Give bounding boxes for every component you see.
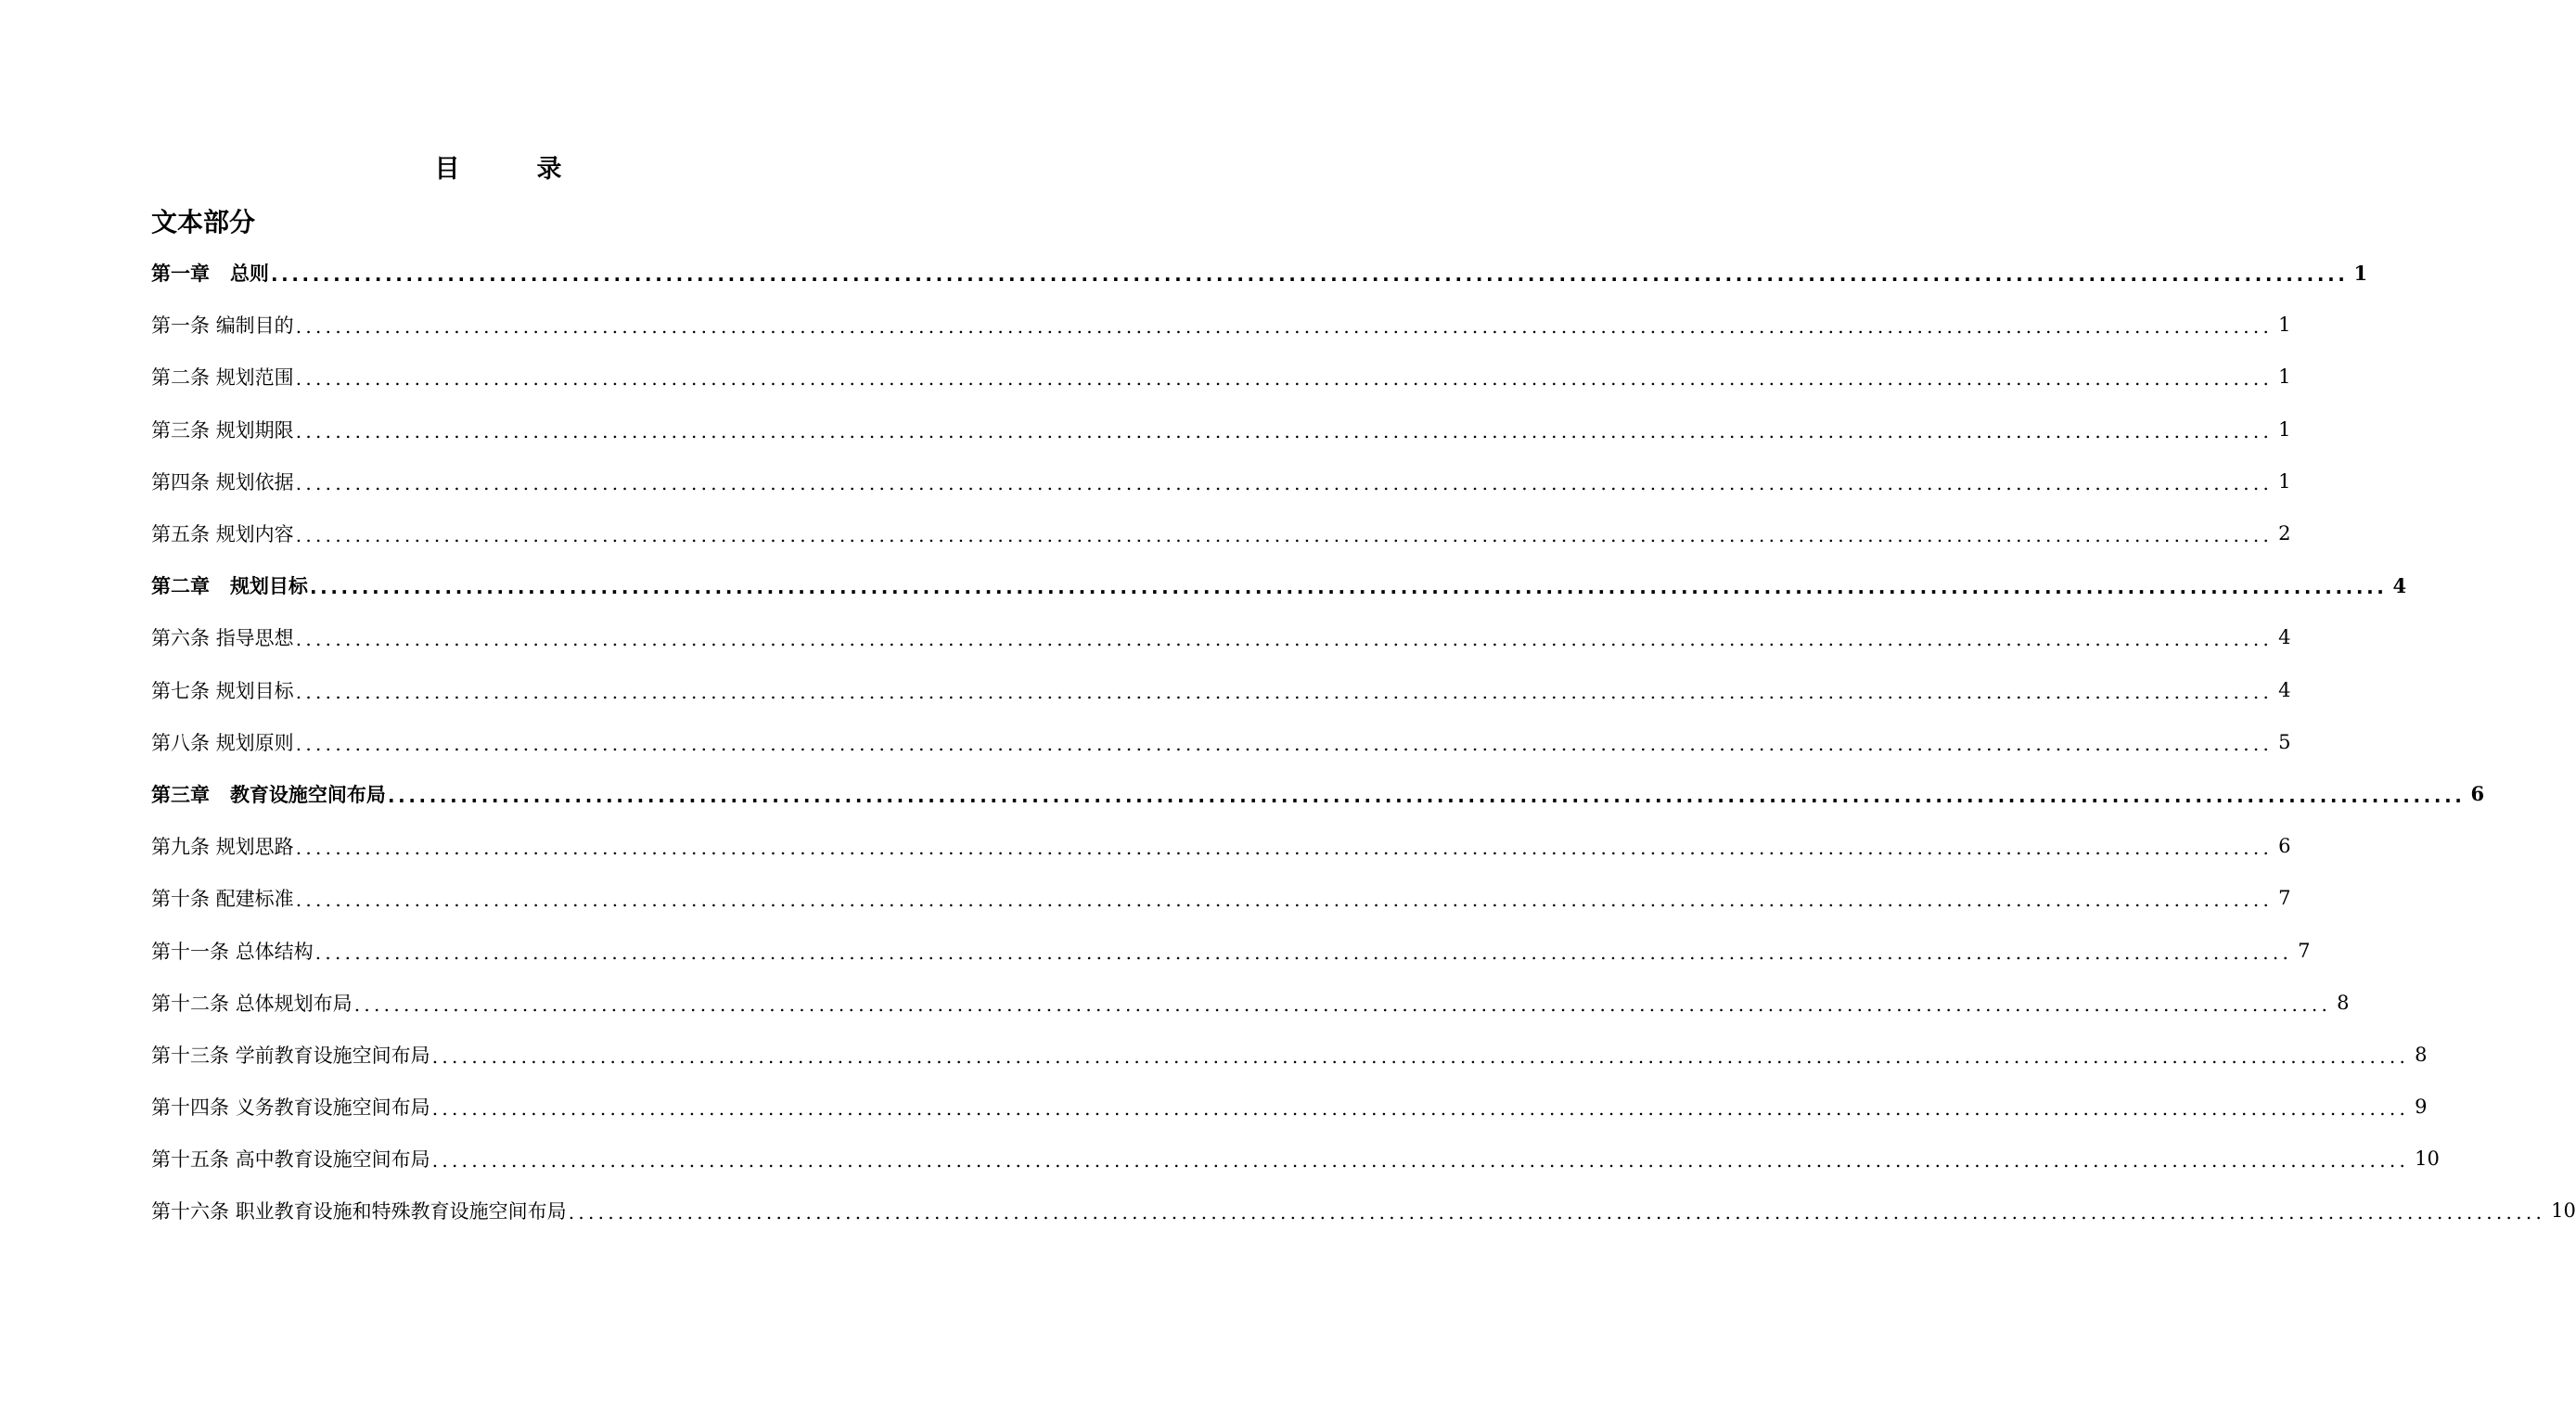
- toc-entry-label: [151, 623, 294, 651]
- toc-article-entry[interactable]: [151, 664, 2291, 716]
- toc-entry-number: 第十条: [151, 888, 210, 911]
- toc-article-entry[interactable]: [151, 299, 2291, 351]
- toc-page-number: 9: [2415, 1096, 2428, 1119]
- toc-article-entry[interactable]: [151, 1029, 2428, 1081]
- toc-entry-title: 配建标准: [215, 888, 294, 911]
- toc-chapter-entry[interactable]: [151, 768, 2485, 820]
- toc-page-number: 6: [2470, 782, 2485, 806]
- page-title: 目 录: [434, 155, 588, 184]
- toc-entry-number: 第十三条: [151, 1044, 229, 1067]
- toc-entry-title: 总体规划布局: [235, 992, 352, 1015]
- toc-entry-label: [151, 571, 308, 599]
- dot-leader: ........................................................................................................................................................................................................: [295, 471, 2274, 494]
- toc-article-entry[interactable]: [151, 977, 2350, 1029]
- toc-page-number: 7: [2278, 887, 2291, 910]
- toc-entry-title: 规划期限: [215, 418, 294, 442]
- dot-leader: ........................................................................................................................................................................................................: [314, 941, 2293, 964]
- toc-page-number: 6: [2278, 835, 2291, 858]
- toc-entry-number: 第七条: [151, 679, 210, 702]
- toc-page-number: 1: [2278, 365, 2291, 389]
- toc-chapter-entry[interactable]: [151, 247, 2368, 299]
- toc-entry-label: [151, 989, 352, 1017]
- toc-entry-label: [151, 519, 294, 547]
- toc-entry-number: 第五条: [151, 523, 210, 546]
- toc-page-number: 1: [2278, 417, 2291, 441]
- toc-article-entry[interactable]: [151, 351, 2291, 403]
- toc-article-entry[interactable]: [151, 507, 2291, 559]
- dot-leader: ........................................................................................................................................................................................................: [295, 889, 2274, 912]
- dot-leader: ........................................................................................................................................................................................................: [431, 1045, 2410, 1068]
- toc-entry-label: [151, 468, 294, 495]
- toc-article-entry[interactable]: [151, 404, 2291, 455]
- toc-page-number: 10: [2551, 1199, 2576, 1223]
- toc-entry-title: 规划内容: [215, 523, 294, 546]
- toc-entry-label: [151, 1197, 567, 1224]
- toc-article-entry[interactable]: [151, 820, 2291, 872]
- dot-leader: ........................................................................................................................................................................................................: [309, 576, 2388, 599]
- toc-entry-number: 第二条: [151, 366, 210, 390]
- toc-entry-title: 学前教育设施空间布局: [235, 1044, 430, 1067]
- toc-article-entry[interactable]: [151, 716, 2291, 768]
- toc-entry-label: [151, 1093, 430, 1121]
- toc-entry-number: 第六条: [151, 627, 210, 650]
- toc-entry-label: [151, 832, 294, 860]
- toc-entry-label: [151, 259, 269, 287]
- toc-page-number: 8: [2337, 991, 2350, 1014]
- toc-page-number: 4: [2278, 678, 2291, 701]
- toc-entry-number: 第十五条: [151, 1148, 229, 1172]
- section-heading: 文本部分: [151, 207, 256, 237]
- dot-leader: ........................................................................................................................................................................................................: [431, 1097, 2410, 1121]
- toc-article-entry[interactable]: [151, 924, 2311, 976]
- toc-entry-title: 义务教育设施空间布局: [235, 1096, 430, 1120]
- toc-entry-number: 第二章: [151, 575, 210, 598]
- toc-page-number: 4: [2278, 626, 2291, 649]
- toc-entry-title: 规划依据: [215, 470, 294, 494]
- toc-page-number: 1: [2278, 469, 2291, 493]
- dot-leader: ........................................................................................................................................................................................................: [295, 419, 2274, 442]
- toc-entry-number: 第八条: [151, 731, 210, 754]
- toc-article-entry[interactable]: [151, 1081, 2428, 1133]
- dot-leader: ........................................................................................................................................................................................................: [295, 837, 2274, 860]
- toc-entry-number: 第十四条: [151, 1096, 229, 1120]
- toc-entry-number: 第三条: [151, 418, 210, 442]
- toc-entry-number: 第一条: [151, 314, 210, 338]
- toc-page-number: 2: [2278, 522, 2291, 545]
- toc-page-number: 7: [2298, 939, 2311, 962]
- toc-entry-title: 总体结构: [235, 940, 314, 963]
- toc-entry-label: [151, 363, 294, 391]
- toc-entry-number: 第十六条: [151, 1200, 229, 1224]
- toc-article-entry[interactable]: [151, 455, 2291, 507]
- dot-leader: ........................................................................................................................................................................................................: [270, 263, 2349, 287]
- toc-entry-label: [151, 416, 294, 443]
- toc-entry-number: 第四条: [151, 470, 210, 494]
- dot-leader: ........................................................................................................................................................................................................: [387, 784, 2466, 807]
- toc-entry-number: 第十二条: [151, 992, 229, 1015]
- toc-entry-label: [151, 937, 314, 965]
- toc-page-number: 1: [2353, 261, 2368, 285]
- toc-entry-number: 第一章: [151, 263, 210, 286]
- toc-entry-title: 规划范围: [215, 366, 294, 390]
- dot-leader: ........................................................................................................................................................................................................: [295, 680, 2274, 703]
- toc-entry-title: 教育设施空间布局: [229, 783, 386, 806]
- toc-page-number: 5: [2278, 730, 2291, 753]
- toc-entry-label: [151, 780, 386, 808]
- toc-entry-title: 职业教育设施和特殊教育设施空间布局: [235, 1200, 567, 1224]
- dot-leader: ........................................................................................................................................................................................................: [431, 1149, 2410, 1173]
- toc-page-number: 4: [2392, 573, 2407, 597]
- toc-entry-label: [151, 884, 294, 912]
- toc-entry-title: 高中教育设施空间布局: [235, 1148, 430, 1172]
- toc-article-entry[interactable]: [151, 1185, 2576, 1237]
- table-of-contents: [151, 247, 2576, 1237]
- toc-page-number: 10: [2415, 1147, 2440, 1171]
- dot-leader: ........................................................................................................................................................................................................: [353, 993, 2332, 1016]
- toc-page-number: 1: [2278, 314, 2291, 337]
- toc-entry-label: [151, 728, 294, 756]
- dot-leader: ........................................................................................................................................................................................................: [295, 628, 2274, 651]
- toc-entry-title: 指导思想: [215, 627, 294, 650]
- toc-entry-number: 第十一条: [151, 940, 229, 963]
- toc-entry-title: 总则: [229, 263, 269, 286]
- toc-entry-title: 规划原则: [215, 731, 294, 754]
- toc-article-entry[interactable]: [151, 872, 2291, 924]
- toc-entry-title: 规划思路: [215, 836, 294, 859]
- toc-entry-label: [151, 311, 294, 339]
- dot-leader: ........................................................................................................................................................................................................: [568, 1201, 2546, 1224]
- toc-entry-number: 第三章: [151, 783, 210, 806]
- toc-article-entry[interactable]: [151, 1133, 2440, 1185]
- toc-chapter-entry[interactable]: [151, 559, 2407, 611]
- toc-entry-title: 编制目的: [215, 314, 294, 338]
- toc-entry-title: 规划目标: [229, 575, 308, 598]
- toc-entry-number: 第九条: [151, 836, 210, 859]
- dot-leader: ........................................................................................................................................................................................................: [295, 732, 2274, 755]
- toc-entry-title: 规划目标: [215, 679, 294, 702]
- toc-entry-label: [151, 1145, 430, 1173]
- dot-leader: ........................................................................................................................................................................................................: [295, 367, 2274, 391]
- toc-entry-label: [151, 676, 294, 704]
- toc-page-number: 8: [2415, 1043, 2428, 1066]
- toc-entry-label: [151, 1041, 430, 1069]
- dot-leader: ........................................................................................................................................................................................................: [295, 315, 2274, 339]
- dot-leader: ........................................................................................................................................................................................................: [295, 524, 2274, 547]
- toc-article-entry[interactable]: [151, 611, 2291, 663]
